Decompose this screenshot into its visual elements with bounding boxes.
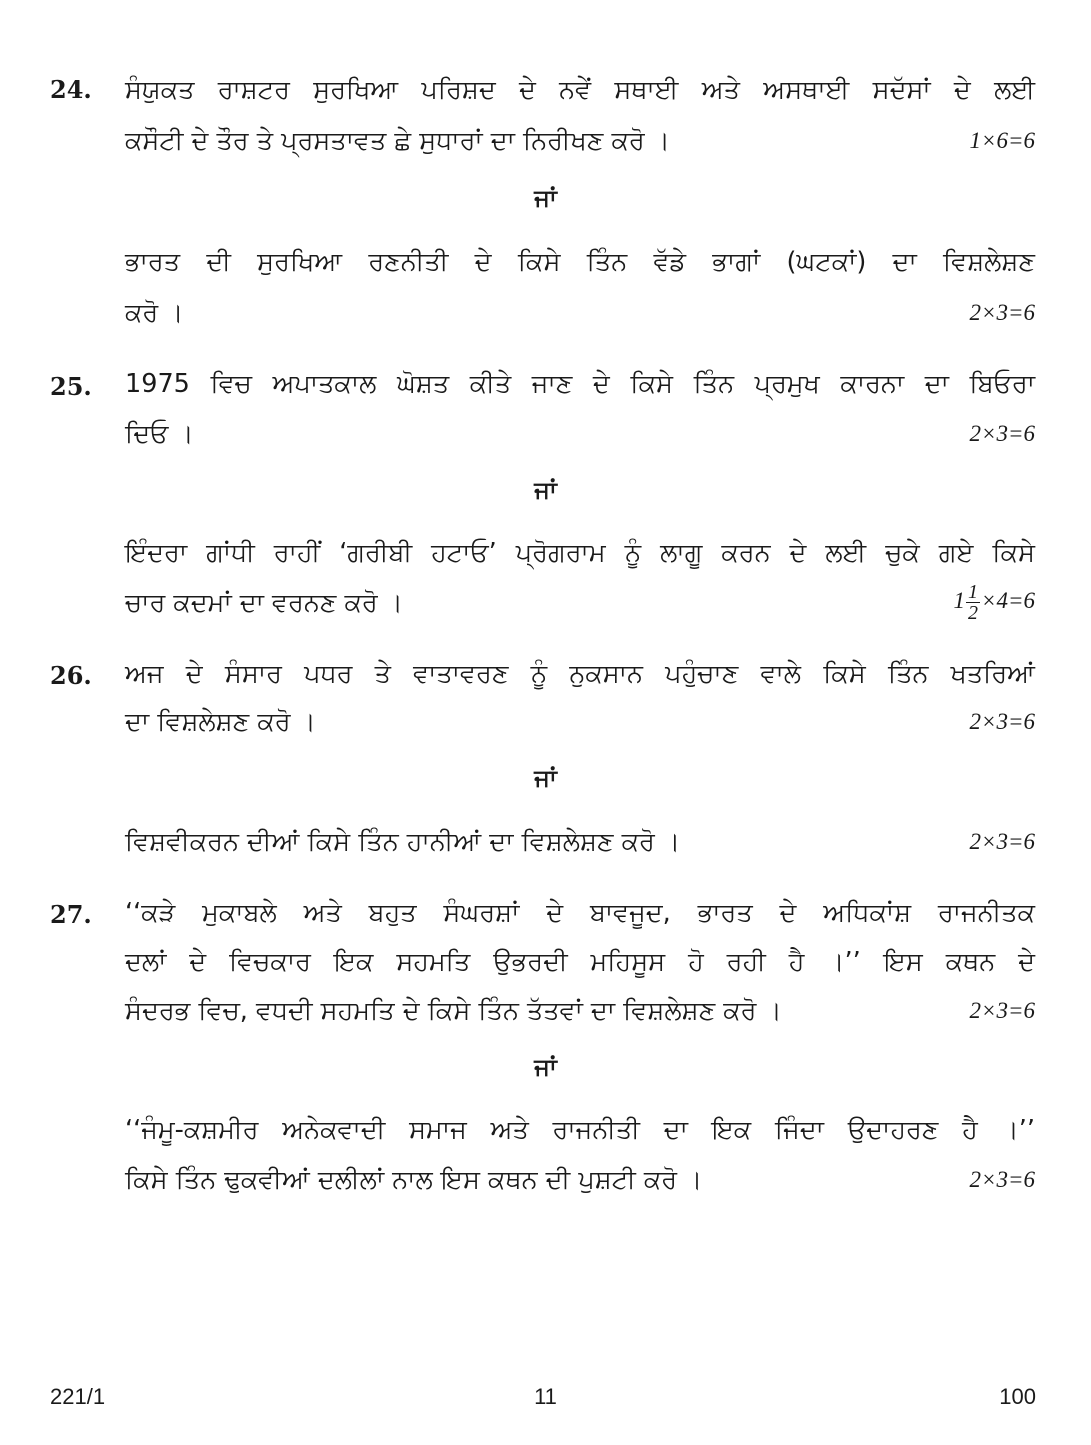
marks-label: 2×3=6 bbox=[969, 300, 1035, 325]
question-text-line: ਕਸੌਟੀ ਦੇ ਤੌਰ ਤੇ ਪ੍ਰਸਤਾਵਤ ਛੇ ਸੁਧਾਰਾਂ ਦਾ ਨਿਰੀਖਣ ਕਰੋ । bbox=[125, 126, 670, 156]
question-text-line: ‘‘ਕੜੇ ਮੁਕਾਬਲੇ ਅਤੇ ਬਹੁਤ ਸੰਘਰਸ਼ਾਂ ਦੇ ਬਾਵਜੂਦ, ਭਾਰਤ ਦੇ ਅਧਿਕਾਂਸ਼ ਰਾਜਨੀਤਕ bbox=[125, 898, 1035, 928]
question-number: 26. bbox=[50, 661, 92, 690]
alt-question-text-line: ਭਾਰਤ ਦੀ ਸੁਰਖਿਆ ਰਣਨੀਤੀ ਦੇ ਕਿਸੇ ਤਿੰਨ ਵੱਡੇ ਭਾਗਾਂ (ਘਟਕਾਂ) ਦਾ ਵਿਸ਼ਲੇਸ਼ਣ bbox=[125, 247, 1035, 277]
marks-label: 2×3=6 bbox=[969, 709, 1035, 734]
marks-label: 2×3=6 bbox=[969, 829, 1035, 854]
total-marks: 100 bbox=[999, 1384, 1036, 1409]
question-number: 25. bbox=[50, 372, 92, 401]
fraction-denominator: 2 bbox=[967, 602, 978, 625]
alt-question-text-line: ‘‘ਜੰਮੂ-ਕਸ਼ਮੀਰ ਅਨੇਕਵਾਦੀ ਸਮਾਜ ਅਤੇ ਰਾਜਨੀਤੀ ਦਾ ਇਕ ਜਿੰਦਾ ਉਦਾਹਰਣ ਹੈ ।’’ bbox=[125, 1115, 1035, 1145]
alt-question-text-line: ਕਰੋ । bbox=[125, 298, 184, 328]
question-text-line: ਦਿਓ । bbox=[125, 419, 194, 449]
alt-question-text-line: ਕਿਸੇ ਤਿੰਨ ਢੁਕਵੀਆਂ ਦਲੀਲਾਂ ਨਾਲ ਇਸ ਕਥਨ ਦੀ ਪੁਸ਼ਟੀ ਕਰੋ । bbox=[125, 1165, 703, 1195]
alt-question-text-line: ਵਿਸ਼ਵੀਕਰਨ ਦੀਆਂ ਕਿਸੇ ਤਿੰਨ ਹਾਨੀਆਂ ਦਾ ਵਿਸ਼ਲੇਸ਼ਣ ਕਰੋ । bbox=[125, 827, 681, 857]
or-divider: ਜਾਂ bbox=[534, 476, 557, 504]
question-number: 27. bbox=[50, 900, 92, 929]
question-text-line: ਸੰਯੁਕਤ ਰਾਸ਼ਟਰ ਸੁਰਖਿਆ ਪਰਿਸ਼ਦ ਦੇ ਨਵੇਂ ਸਥਾਈ ਅਤੇ ਅਸਥਾਈ ਸਦੱਸਾਂ ਦੇ ਲਈ bbox=[125, 75, 1035, 105]
question-text-line: 1975 ਵਿਚ ਅਪਾਤਕਾਲ ਘੋਸ਼ਤ ਕੀਤੇ ਜਾਣ ਦੇ ਕਿਸੇ ਤਿੰਨ ਪ੍ਰਮੁਖ ਕਾਰਨਾ ਦਾ ਬਿਓਰਾ bbox=[125, 369, 1035, 399]
alt-question-text-line: ਚਾਰ ਕਦਮਾਂ ਦਾ ਵਰਨਣ ਕਰੋ । bbox=[125, 588, 403, 618]
marks-whole: 1 bbox=[953, 588, 965, 613]
paper-code: 221/1 bbox=[50, 1384, 106, 1409]
question-text-line: ਸੰਦਰਭ ਵਿਚ, ਵਧਦੀ ਸਹਮਤਿ ਦੇ ਕਿਸੇ ਤਿੰਨ ਤੱਤਵਾਂ ਦਾ ਵਿਸ਼ਲੇਸ਼ਣ ਕਰੋ । bbox=[125, 996, 782, 1026]
or-divider: ਜਾਂ bbox=[534, 764, 557, 792]
question-number: 24. bbox=[50, 75, 92, 104]
marks-label: 2×3=6 bbox=[969, 998, 1035, 1023]
marks-fraction bbox=[966, 582, 980, 623]
marks-rest: ×4=6 bbox=[980, 588, 1035, 613]
marks-label: 1×6=6 bbox=[969, 128, 1035, 153]
alt-question-text-line: ਇੰਦਰਾ ਗਾਂਧੀ ਰਾਹੀਂ ‘ਗਰੀਬੀ ਹਟਾਓ’ ਪ੍ਰੋਗਰਾਮ ਨੂੰ ਲਾਗੂ ਕਰਨ ਦੇ ਲਈ ਚੁਕੇ ਗਏ ਕਿਸੇ bbox=[125, 538, 1035, 568]
question-text-line: ਦਲਾਂ ਦੇ ਵਿਚਕਾਰ ਇਕ ਸਹਮਤਿ ਉਭਰਦੀ ਮਹਿਸੂਸ ਹੋ ਰਹੀ ਹੈ ।’’ ਇਸ ਕਥਨ ਦੇ bbox=[125, 947, 1035, 977]
marks-label: 2×3=6 bbox=[969, 1167, 1035, 1192]
question-text-line: ਦਾ ਵਿਸ਼ਲੇਸ਼ਣ ਕਰੋ । bbox=[125, 707, 316, 737]
marks-label: 2×3=6 bbox=[969, 421, 1035, 446]
marks-label-fraction bbox=[953, 581, 1035, 623]
question-text-line: ਅਜ ਦੇ ਸੰਸਾਰ ਪਧਰ ਤੇ ਵਾਤਾਵਰਣ ਨੂੰ ਨੁਕਸਾਨ ਪਹੁੰਚਾਣ ਵਾਲੇ ਕਿਸੇ ਤਿੰਨ ਖਤਰਿਆਂ bbox=[125, 659, 1035, 689]
fraction-numerator: 1 bbox=[967, 581, 978, 604]
or-divider: ਜਾਂ bbox=[534, 1053, 557, 1081]
page-number: 11 bbox=[534, 1384, 557, 1409]
or-divider: ਜਾਂ bbox=[534, 184, 557, 212]
